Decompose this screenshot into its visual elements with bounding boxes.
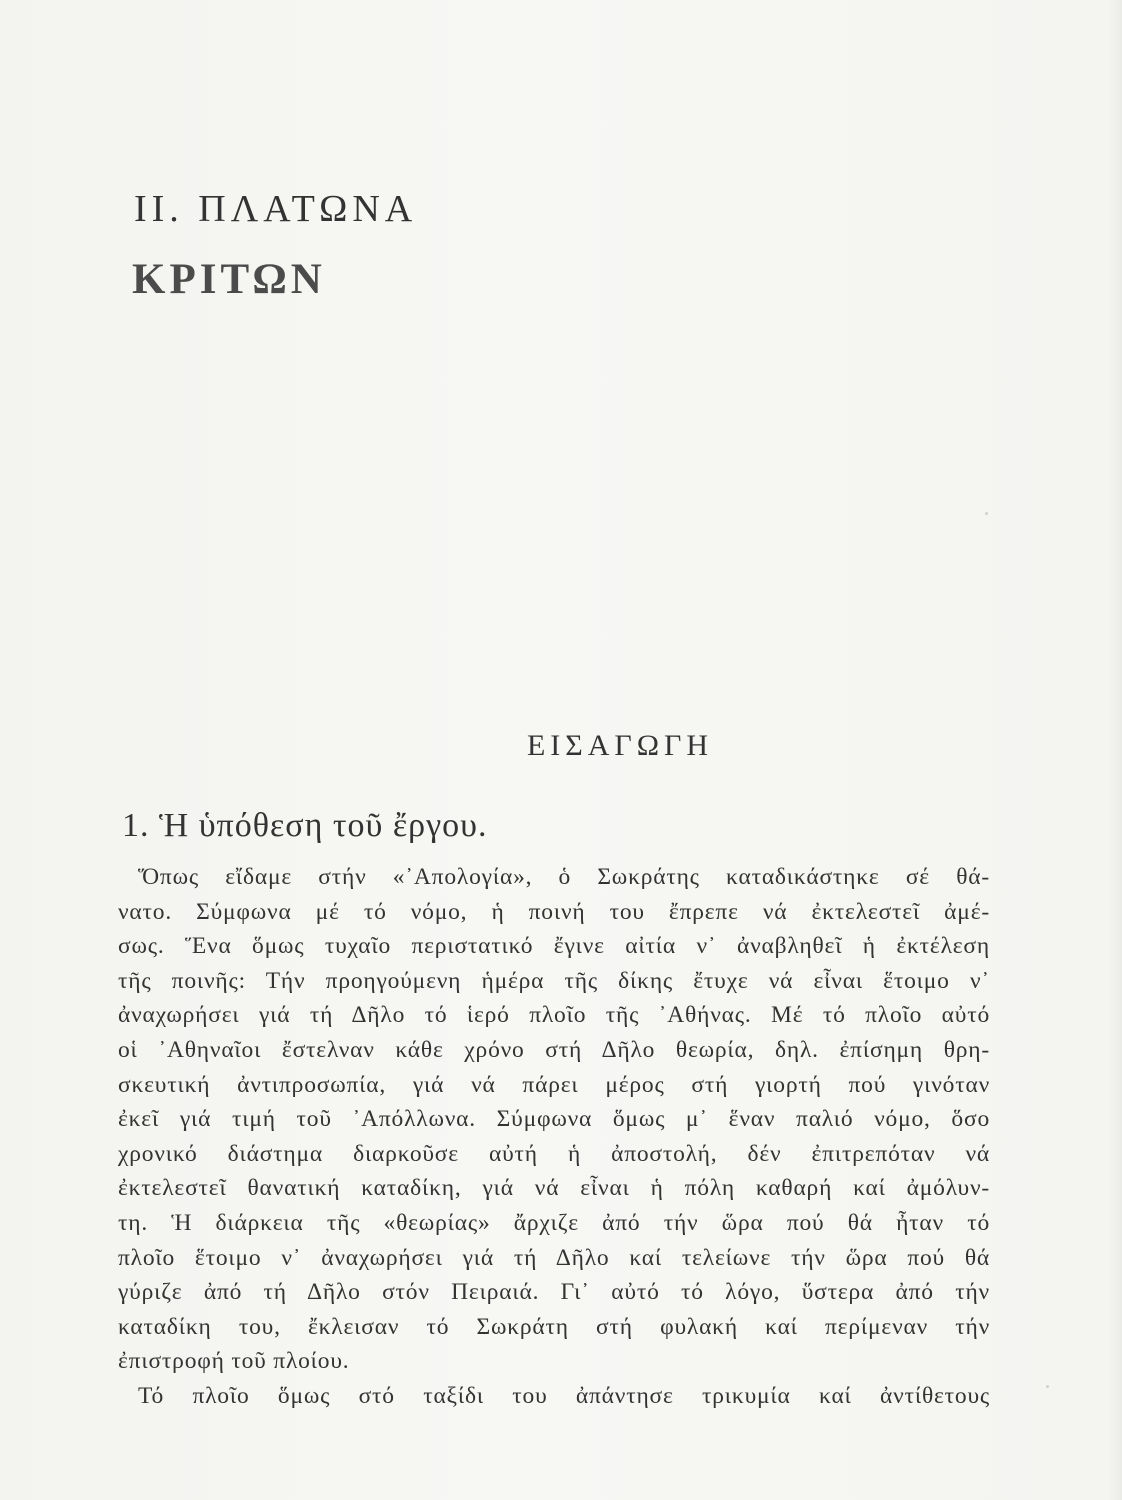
body-line: Ὅπως εἴδαμε στήν «᾿Απολογία», ὁ Σωκράτης καταδικάστηκε σέ θά- [138, 864, 990, 890]
body-line: τη. Ἡ διάρκεια τῆς «θεωρίας» ἄρχιζε ἀπό τήν ὥρα πού θά ἦταν τό [118, 1209, 990, 1236]
section-heading: ΕΙΣΑΓΩΓΗ [526, 729, 714, 762]
body-line: γύριζε ἀπό τή Δῆλο στόν Πειραιά. Γι᾿ αὐτό τό λόγο, ὕστερα ἀπό τήν [118, 1279, 990, 1306]
paper-speck [985, 512, 988, 515]
body-line: ἐκεῖ γιά τιμή τοῦ ᾿Απόλλωνα. Σύμφωνα ὅμως μ᾿ ἕναν παλιό νόμο, ὅσο [118, 1106, 990, 1133]
paper-speck [1046, 1385, 1049, 1388]
body-line: νατο. Σύμφωνα μέ τό νόμο, ἡ ποινή του ἔπρεπε νά ἐκτελεστεῖ ἀμέ- [118, 898, 990, 925]
body-line: τῆς ποινῆς: Τήν προηγούμενη ἡμέρα τῆς δίκης ἔτυχε νά εἶναι ἕτοιμο ν᾿ [118, 967, 990, 994]
body-line: χρονικό διάστημα διαρκοῦσε αὐτή ἡ ἀποστολή, δέν ἐπιτρεπόταν νά [118, 1140, 990, 1167]
body-line: ἀναχωρήσει γιά τή Δῆλο τό ἱερό πλοῖο τῆς ᾿Αθήνας. Μέ τό πλοῖο αὐτό [118, 1002, 990, 1029]
body-line: σκευτική ἀντιπροσωπία, γιά νά πάρει μέρος στή γιορτή πού γινόταν [118, 1071, 990, 1098]
work-title: ΚΡΙΤΩΝ [132, 256, 326, 303]
body-line: σως. Ἕνα ὅμως τυχαῖο περιστατικό ἔγινε αἰτία ν᾿ ἀναβληθεῖ ἡ ἐκτέλεση [118, 933, 990, 960]
body-line: καταδίκη του, ἔκλεισαν τό Σωκράτη στή φυλακή καί περίμεναν τήν [118, 1313, 990, 1340]
body-line: Τό πλοῖο ὅμως στό ταξίδι του ἀπάντησε τρικυμία καί ἀντίθετους [138, 1382, 990, 1409]
body-line: οἱ ᾿Αθηναῖοι ἔστελναν κάθε χρόνο στή Δῆλο θεωρία, δηλ. ἐπίσημη θρη- [118, 1036, 990, 1063]
body-line: ἐκτελεστεῖ θανατική καταδίκη, γιά νά εἶναι ἡ πόλη καθαρή καί ἀμόλυν- [118, 1175, 990, 1202]
body-line: ἐπιστροφή τοῦ πλοίου. [118, 1348, 350, 1375]
body-line: πλοῖο ἕτοιμο ν᾿ ἀναχωρήσει γιά τή Δῆλο καί τελείωνε τήν ὥρα πού θά [118, 1244, 990, 1271]
body-text [118, 860, 990, 1414]
chapter-number-title: II. ΠΛΑΤΩΝΑ [134, 188, 418, 230]
subsection-heading: 1. Ἡ ὑπόθεση τοῦ ἔργου. [122, 807, 488, 844]
